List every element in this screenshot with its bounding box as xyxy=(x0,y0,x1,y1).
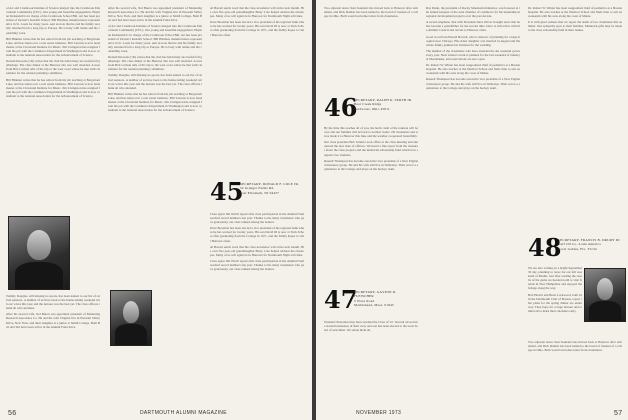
class-number: 47 xyxy=(324,285,358,314)
classmate-portrait-photo xyxy=(584,268,626,322)
right-column-1-mid xyxy=(324,126,418,284)
class-secretary-address: SECRETARY, DONALD F. COLE JR. 52 Granger Farms Rd. East Elizabeth, NJ 04437 xyxy=(240,182,299,195)
paragraph: Bill Hinman writes that he has retired from his job teaching at Bergstrom Lake, and has taken over a real estate business. Phil Lazarus is now headmaster at the Cleveland Institute for Music. Jim Livingston has resigned from his job with the Commerce Department in Washington and is now consultant to the national Association for the Advancement of Science. xyxy=(108,91,202,113)
right-page xyxy=(316,0,628,420)
paragraph: By the time this reaches all of you, the hectic rush of the reunion will be over and our families will be back to normal. Some 130 classmates and wives made it to Hanover this June and the weather cooperated beautifully. xyxy=(324,126,418,139)
left-column-1-lower xyxy=(6,294,100,402)
paragraph: Tommy Douglas, still missing no sports, has been named to our list of retired senators. A number of us have been to the homecoming weekend with our wives this year and the turnout was the best yet. The class officers thank all who attended. xyxy=(6,294,100,311)
page-number-right: 57 xyxy=(614,410,623,417)
right-column-1-top xyxy=(324,6,418,90)
paragraph: Al Barrett sends word that the class newsletter will arrive next month. His own five-year-old granddaughter Betsy Cole helped address the envelopes. Many of us will again be in Hanover for Dartmouth Night activities. xyxy=(210,244,304,257)
class-number: 46 xyxy=(324,93,358,122)
paragraph: Donald Knowles ('45) writes that the club has held many successful fall gatherings. The class dinner at the Hanover Inn was well attended. A note from Bob Carlson tells of his trip to the west coast where he met with classmates for the reunion planning committee. xyxy=(6,59,100,76)
paragraph: Dr. Robert W. Winter has been reappointed chief of pediatrics at a Boston hospital. He also teaches at the Medical School and finds time to sail on weekends with his sons along the coast of Maine. xyxy=(528,6,622,19)
class-secretary-address: SECRETARY, FRANCIS B. DRURY III Gulf Oil Co.-Latin America Coral Gables, Fla. 33134 xyxy=(558,238,620,251)
paragraph: After his second wife, Ted Buren was appointed president of Marketing Research Associates Co. He and his wife Virginia live in Pleasant Valley Drive, New York, and their daughter is a junior at Smith College. Both Bob and Ted have been active in the Alumni Fund drive. xyxy=(108,6,202,23)
class-number: 45 xyxy=(210,177,244,206)
magazine-issue: NOVEMBER 1973 xyxy=(356,410,402,416)
paragraph: Good word from Harold Howell, who is director of planning for a large hospital near Chicago. His oldest daughter was married in August and the whole family gathered in Vermont for the wedding. xyxy=(426,34,520,47)
paragraph: We are also writing on a bright September 30 day, planning to leave for our fall weekend of Miami. Just after reading the results of the game we headed north to visit friends in New Hampshire and enjoyed the foliage along the way. xyxy=(528,266,582,291)
paragraph: It is with great sadness that we report the death of two classmates this summer. Our sympathy goes to their families. Memorial gifts may be made to the class scholarship fund in their names. xyxy=(528,20,622,33)
right-column-2 xyxy=(426,6,520,402)
paragraph: Our class president Bob Sanders took office at the class meeting and announced the new slate of officers. We heard a fine report from the treasurer about the class projects and the memorial scholarship fund which now supports two students. xyxy=(324,140,418,157)
paragraph: Russell Thompson has become executive vice president of a New England insurance group. He and his wife still live in Wellesley. Their son is a sophomore at the College and plays on the hockey team. xyxy=(324,158,418,171)
magazine-name: DARTMOUTH ALUMNI MAGAZINE xyxy=(140,410,227,416)
paragraph: of Art and Cranbrook Institute of Science merged into the Cranbrook Educational Community (CEC). Our young and beautiful engagement. Hayman Kirkendall is in charge of the Cranbrook School Bill. Art has been president of Detroit's Kendall School. Bill Hinman, manufacturers representative in St. Louis for many years, sent us note that he and his family recently returned from a long trip to Europe. He is busy with tennis and his consulting work. xyxy=(108,24,202,53)
paragraph: After his second wife, Ted Buren was appointed president of Marketing Research Associates Co. He and his wife Virginia live in Pleasant Valley Drive, New York, and their daughter is a junior at Smith College. Both Bob and Ted have been active in the Alumni Fund drive. xyxy=(6,312,100,329)
paragraph: Class agent Jim Welch reports that class participation in the Alumni Fund reached record numbers last year. Thanks to the many classmates who gave generously, our class ranked among the leaders. xyxy=(210,258,304,272)
left-page xyxy=(0,0,312,420)
page-number-left: 56 xyxy=(8,410,17,417)
class-secretary-address: SECRETARY, GASTON R. FLEISCHER 5 Wave Road Marblehead, Mass. 01945 xyxy=(354,290,397,307)
paragraph: Bill Hinman writes that he has retired from his job teaching at Bergstrom Lake, and has taken over a real estate business. Phil Lazarus is now headmaster at the Cleveland Institute for Music. Jim Livingston has resigned from his job with the Commerce Department in Washington and is now consultant to the national Association for the Advancement of Science. xyxy=(6,77,100,98)
paragraph: Class agent Jim Welch reports that class participation in the Alumni Fund reached record numbers last year. Thanks to the many classmates who gave generously, our class ranked among the leaders. xyxy=(210,212,304,225)
paragraph: A recent telephone chat with President Dave Oliver brought news that he has become a grandfather for the second time. Dave is still active with the Alumni Council and travels to Hanover often. xyxy=(426,20,520,33)
classmate-portrait-photo xyxy=(110,290,152,346)
paragraph: Two adjacent notes: Ken Saunders has moved back to Hanover after retirement, and Dick Dunbar has been named to the board of trustees of a college in Ohio. Both would welcome letters from classmates. xyxy=(324,6,418,19)
paragraph: The number of the classmates who have attended the ski weekend grows every year. Next winter's event is planned for the last weekend of January at Moosilauke, and reservations are now open. xyxy=(426,48,520,62)
paragraph: Two adjacent notes: Ken Saunders has moved back to Hanover after retirement, and Dick Dunbar has been named to the board of trustees of a college in Ohio. Both would welcome letters from classmates. xyxy=(528,340,622,353)
paragraph: Tommy Douglas, still missing no sports, has been named to our list of retired senators. A number of us have been to the homecoming weekend with our wives this year and the turnout was the best yet. The class officers thank all who attended. xyxy=(108,73,202,90)
class-secretary-address: SECRETARY, RALPH K. SMITH JR. Bear Creek Ridge Coldwater, Ohio 45811 xyxy=(354,98,413,111)
right-column-1-bottom xyxy=(324,320,418,402)
paragraph: Women's liberation may have reached the Class of '47. Several wives have started businesses of their own, and one has been elected to the town board of selectmen. We salute them all. xyxy=(324,320,418,333)
left-column-3-lower xyxy=(210,212,304,402)
paragraph: Donald Knowles ('45) writes that the club has held many successful fall gatherings. The class dinner at the Hanover Inn was well attended. A note from Bob Carlson tells of his trip to the west coast where he met with classmates for the reunion planning committee. xyxy=(108,55,202,72)
paragraph: Russell Thompson has become executive vice president of a New England insurance group. He and his wife still live in Wellesley. Their son is a sophomore at the College and plays on the hockey team. xyxy=(426,77,520,90)
paragraph: Dave Bowman has been elected a vice president of the regional bank where he has worked for twenty years. His son David III is now at Tuck School after graduating from the College in 1971, and the family hopes to visit Hanover often. xyxy=(210,20,304,37)
paragraph: Al Barrett sends word that the class newsletter will arrive next month. His own five-year-old granddaughter Betsy Cole helped address the envelopes. Many of us will again be in Hanover for Dartmouth Night activities. xyxy=(210,6,304,19)
class-number: 48 xyxy=(528,233,562,262)
paragraph: Dr. Robert W. Winter has been reappointed chief of pediatrics at a Boston hospital. He also teaches at the Medical School and finds time to sail on weekends with his sons along the coast of Maine. xyxy=(426,63,520,76)
paragraph: Ray Dunn, the president of Rocky Mountain Industries, was honored at the annual banquet of the state chamber of commerce for his leadership in regional development projects over the past decade. xyxy=(426,6,520,19)
classmate-portrait-photo xyxy=(8,216,70,290)
left-column-3 xyxy=(210,6,304,170)
right-column-3-bottom xyxy=(528,340,622,402)
paragraph: Dave Bowman has been elected a vice president of the regional bank where he has worked for twenty years. His son David III is now at Tuck School after graduating from the College in 1971, and the family hopes to visit Hanover often. xyxy=(210,226,304,243)
right-column-3-top xyxy=(528,6,622,230)
paragraph: Bob Hewitt and Buck Lockwood, both with the Dartmouth Club of Boston, report that plans for the spring dinner are under way. They hope for a large turnout and remind all to mark their calendars early. xyxy=(528,292,582,313)
paragraph: of Art and Cranbrook Institute of Science merged into the Cranbrook Educational Community (CEC). Our young and beautiful engagement. Hayman Kirkendall is in charge of the Cranbrook School Bill. Art has been president of Detroit's Kendall School. Bill Hinman, manufacturers representative in St. Louis for many years, sent us note that he and his family recently returned from a long trip to Europe. He is busy with tennis and his consulting work. xyxy=(6,6,100,35)
paragraph: Bill Hinman writes that he has retired from his job teaching at Bergstrom Lake, and has taken over a real estate business. Phil Lazarus is now headmaster at the Cleveland Institute for Music. Jim Livingston has resigned from his job with the Commerce Department in Washington and is now consultant to the national Association for the Advancement of Science. xyxy=(6,36,100,58)
